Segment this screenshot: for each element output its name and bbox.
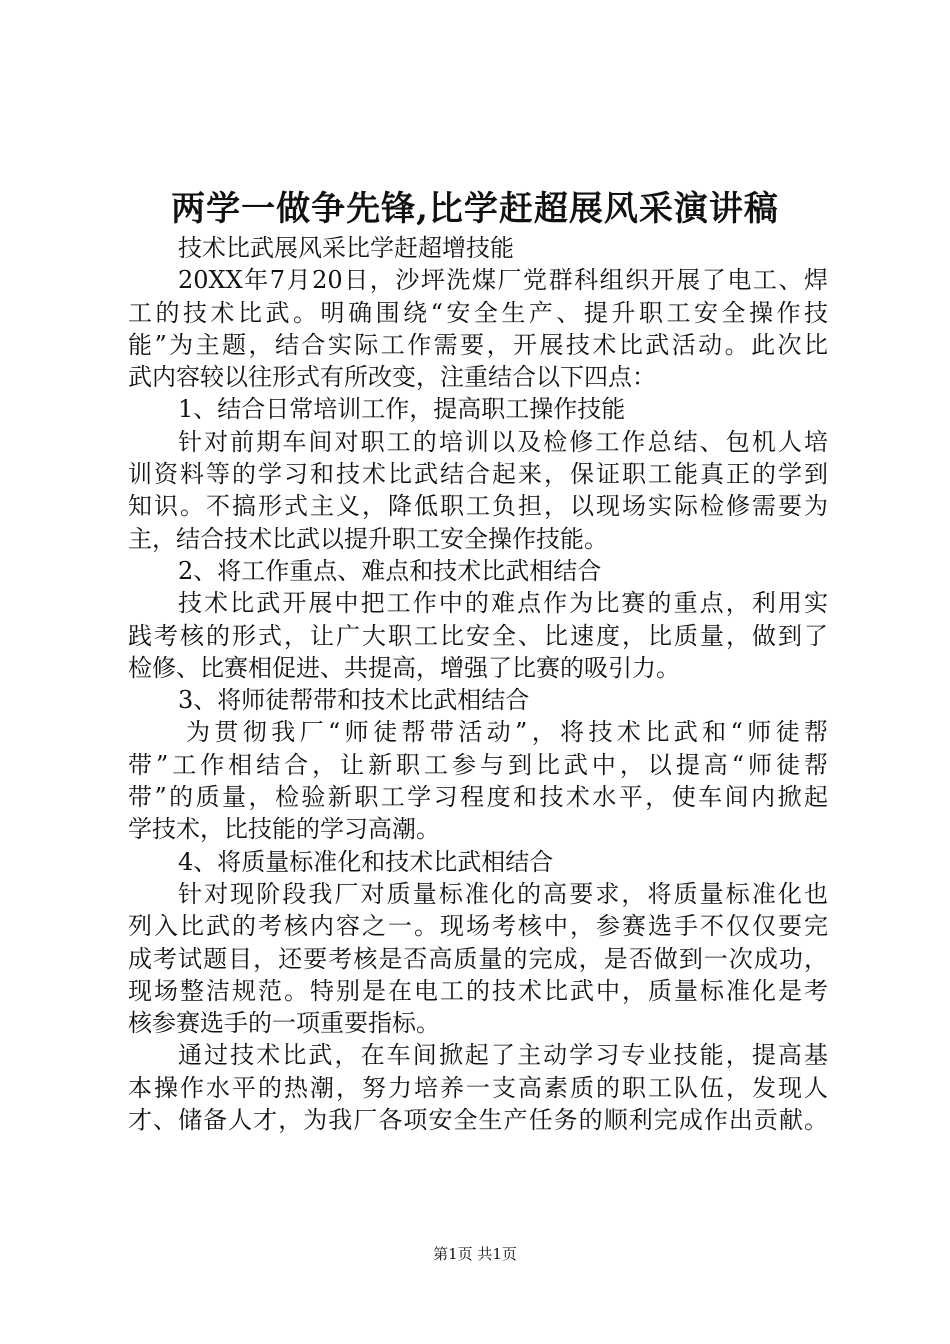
text-line: 武内容较以往形式有所改变，注重结合以下四点：	[128, 363, 656, 392]
text-line: 3、将师徒帮带和技术比武相结合	[178, 686, 530, 715]
text-line: 技术比武展风采比学赶超增技能	[178, 234, 514, 262]
document-body	[128, 232, 828, 1136]
text-line: 知识。不搞形式主义，降低职工负担，以现场实际检修需要为	[128, 492, 828, 521]
text-line: 本操作水平的热潮，努力培养一支高素质的职工队伍，发现人	[128, 1073, 828, 1102]
section-paragraph-2	[128, 587, 828, 684]
section-heading-3	[128, 684, 828, 716]
text-line: 针对现阶段我厂对质量标准化的高要求，将质量标准化也	[178, 879, 828, 908]
text-line: 带”的质量，检验新职工学习程度和技术水平，使车间内掀起	[128, 783, 828, 812]
page-number-footer: 第1页 共1页	[433, 1245, 517, 1263]
text-line: 列入比武的考核内容之一。现场考核中，参赛选手不仅仅要完	[128, 912, 828, 941]
text-line: 为贯彻我厂“师徒帮带活动”，将技术比武和“师徒帮	[186, 718, 828, 747]
text-line: 训资料等的学习和技术比武结合起来，保证职工能真正的学到	[128, 460, 828, 489]
text-line: 践考核的形式，让广大职工比安全、比速度，比质量，做到了	[128, 621, 828, 650]
text-line: 工的技术比武。明确围绕“安全生产、提升职工安全操作技	[128, 298, 828, 327]
text-line: 才、储备人才，为我厂各项安全生产任务的顺利完成作出贡献。	[128, 1106, 828, 1135]
section-heading-1	[128, 393, 828, 425]
text-line: 针对前期车间对职工的培训以及检修工作总结、包机人培	[178, 427, 828, 456]
text-line: 技术比武开展中把工作中的难点作为比赛的重点，利用实	[178, 589, 828, 618]
section-heading-4	[128, 846, 828, 878]
text-line: 2、将工作重点、难点和技术比武相结合	[178, 556, 602, 585]
text-line: 现场整洁规范。特别是在电工的技术比武中，质量标准化是考	[128, 976, 828, 1005]
text-line: 1、结合日常培训工作，提高职工操作技能	[178, 395, 626, 424]
text-line: 20XX年7月20日，沙坪洗煤厂党群科组织开展了电工、焊	[178, 266, 828, 295]
section-paragraph-4	[128, 878, 828, 1039]
text-line: 通过技术比武，在车间掀起了主动学习专业技能，提高基	[178, 1041, 828, 1070]
section-paragraph-3	[128, 716, 828, 845]
subtitle-paragraph	[128, 232, 828, 264]
section-heading-2	[128, 555, 828, 587]
text-line: 能”为主题，结合实际工作需要，开展技术比武活动。此次比	[128, 330, 828, 359]
section-paragraph-1	[128, 426, 828, 555]
closing-paragraph	[128, 1039, 828, 1136]
text-line: 主，结合技术比武以提升职工安全操作技能。	[128, 524, 608, 553]
intro-paragraph	[128, 264, 828, 393]
text-line: 带”工作相结合，让新职工参与到比武中，以提高“师徒帮	[128, 750, 828, 779]
text-line: 学技术，比技能的学习高潮。	[128, 815, 440, 844]
text-line: 成考试题目，还要考核是否高质量的完成，是否做到一次成功，	[128, 944, 828, 973]
document-title: 两学一做争先锋,比学赶超展风采演讲稿	[171, 189, 779, 229]
text-line: 4、将质量标准化和技术比武相结合	[178, 847, 554, 876]
text-line: 检修、比赛相促进、共提高，增强了比赛的吸引力。	[128, 653, 680, 682]
text-line: 核参赛选手的一项重要指标。	[128, 1009, 440, 1038]
